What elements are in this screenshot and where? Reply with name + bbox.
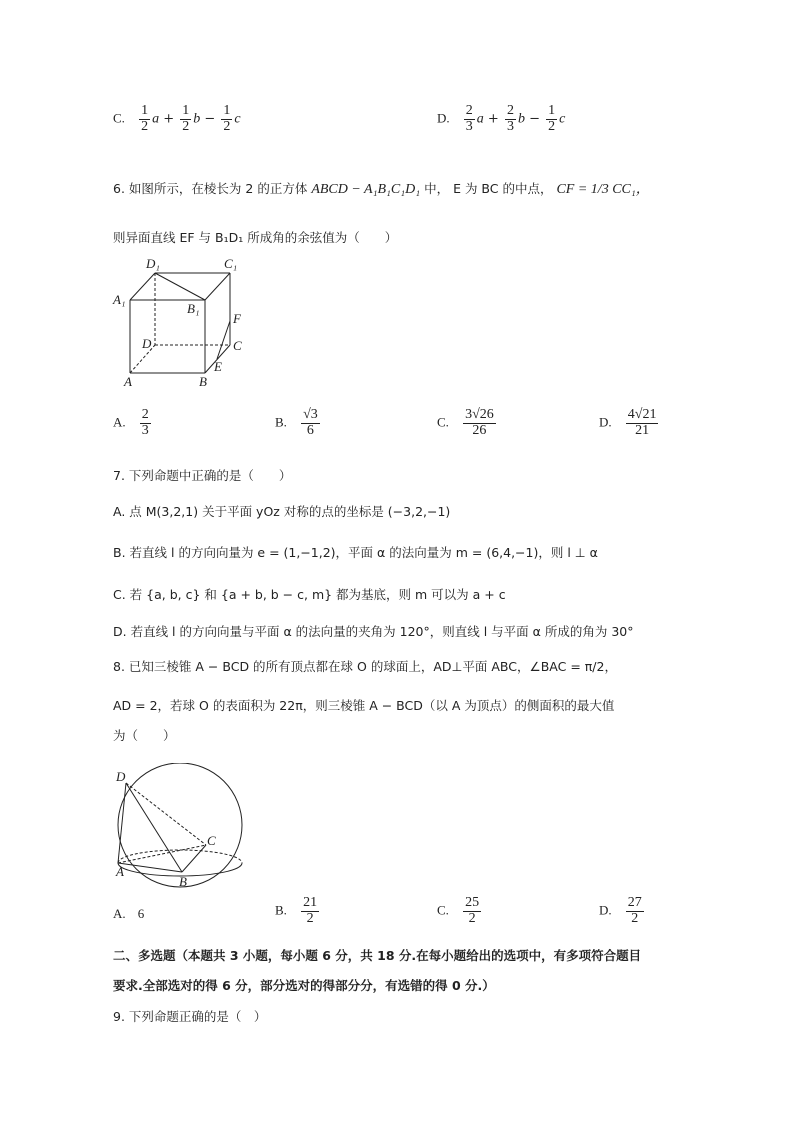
q8-line3: 为（ ） [113, 728, 176, 743]
q8-option-c [437, 896, 483, 926]
label-b: B [199, 374, 207, 389]
q9-number: 9. [113, 1009, 125, 1024]
q6-option-b [275, 408, 322, 438]
q6-option-c [437, 408, 498, 438]
label-e: E [214, 359, 222, 374]
option-label: D. [599, 902, 612, 918]
q8-line2: AD = 2，若球 O 的表面积为 22π，则三棱锥 A − BCD（以 A 为顶点）的侧面积的最大值 [113, 698, 615, 713]
frac-num: 27 [627, 895, 642, 910]
label-b: B [179, 874, 187, 889]
section2-heading-line1: 二、多选题（本题共 3 小题，每小题 6 分，共 18 分.在每小题给出的选项中，有多项符合题目 [113, 948, 642, 963]
section2-heading-line2: 要求.全部选对的得 6 分，部分选对的得部分分，有选错的得 0 分.） [113, 978, 495, 993]
q6-e-def: E 为 BC 的中点， [453, 181, 553, 196]
option-label: D. [437, 110, 450, 126]
frac-den: 3 [141, 422, 149, 438]
frac-den: 26 [472, 422, 487, 438]
label-a1: A₁ [113, 292, 126, 307]
q7-number: 7. [113, 468, 125, 483]
q6-cf: CF = 1/3 CC₁， [556, 182, 650, 197]
frac-den: 2 [631, 910, 639, 926]
label-c: C [207, 833, 216, 848]
option-label: B. [275, 902, 287, 918]
option-label: A. [113, 414, 126, 430]
frac-den: 2 [468, 910, 476, 926]
label-a: A [116, 864, 124, 879]
label-d1: D₁ [146, 256, 160, 271]
q9-stem-text: 下列命题正确的是（ ） [128, 1009, 267, 1024]
q8-sphere-figure [110, 763, 250, 893]
label-a: A [124, 374, 132, 389]
q7-stem-text: 下列命题中正确的是（ ） [128, 468, 292, 483]
q6-number: 6. [113, 181, 125, 196]
q8-number: 8. [113, 659, 125, 674]
label-c1: C₁ [224, 256, 238, 271]
label-d: D [116, 769, 126, 784]
label-f: F [233, 311, 241, 326]
q6-stem-part2: 中， [424, 181, 450, 196]
label-b1: B₁ [187, 301, 200, 316]
option-label: C. [437, 902, 449, 918]
q6-option-d [599, 408, 660, 438]
option-label: C. [113, 110, 125, 126]
frac-den: 21 [635, 422, 650, 438]
label-c: C [233, 338, 242, 353]
q8-line1 [113, 657, 617, 675]
q6-solid: ABCD − A₁B₁C₁D₁ [311, 182, 421, 197]
q6-stem-part1: 如图所示，在棱长为 2 的正方体 [128, 181, 308, 196]
q7-option-a: A. 点 M(3,2,1) 关于平面 yOz 对称的点的坐标是 (−3,2,−1) [113, 504, 451, 519]
q6-option-a [113, 408, 153, 438]
option-label: D. [599, 414, 612, 430]
frac-den: 6 [306, 422, 314, 438]
q7-option-c: C. 若 {a, b, c} 和 {a + b, b − c, m} 都为基底，则 m 可以为 a + c [113, 587, 506, 602]
q8-option-b [275, 896, 321, 926]
frac-num: 21 [303, 895, 318, 910]
q5-option-c [113, 104, 241, 134]
frac-num: 4√21 [627, 407, 657, 422]
q7-option-d: D. 若直线 l 的方向向量与平面 α 的法向量的夹角为 120°，则直线 l 与平面 α 所成的角为 30° [113, 624, 634, 639]
option-label: B. [275, 414, 287, 430]
q6-line2: 则异面直线 EF 与 B₁D₁ 所成角的余弦值为（ ） [113, 230, 398, 245]
frac-num: 2 [141, 407, 149, 422]
q5-option-c-expr: $\frac{1}{2}$ a + $\frac{1}{2}$ b − $\frac{1}{2}$ c [141, 103, 241, 134]
q6-cube-figure [110, 255, 260, 390]
q7-stem [113, 466, 291, 484]
q7-option-b: B. 若直线 l 的方向向量为 e = (1,−1,2)，平面 α 的法向量为 m = (6,4,−1)，则 l ⊥ α [113, 545, 598, 560]
frac-num: 3√26 [465, 407, 494, 422]
option-label: A. [113, 906, 126, 921]
option-value: 6 [137, 906, 145, 921]
q8-option-a [113, 906, 144, 922]
frac-num: 25 [465, 895, 480, 910]
q9-stem [113, 1007, 266, 1025]
option-label: C. [437, 414, 449, 430]
q6-line1 [113, 178, 650, 198]
label-d: D [142, 336, 152, 351]
q8-line1-text: 已知三棱锥 A − BCD 的所有顶点都在球 O 的球面上，AD⊥平面 ABC，∠BAC = π/2， [128, 659, 617, 674]
q5-option-d-expr: $\frac{2}{3}$ a + $\frac{2}{3}$ b − $\frac{1}{2}$ c [465, 103, 566, 134]
frac-num: √3 [303, 407, 318, 422]
q5-option-d [437, 104, 565, 134]
q8-option-d [599, 896, 646, 926]
frac-den: 2 [306, 910, 314, 926]
